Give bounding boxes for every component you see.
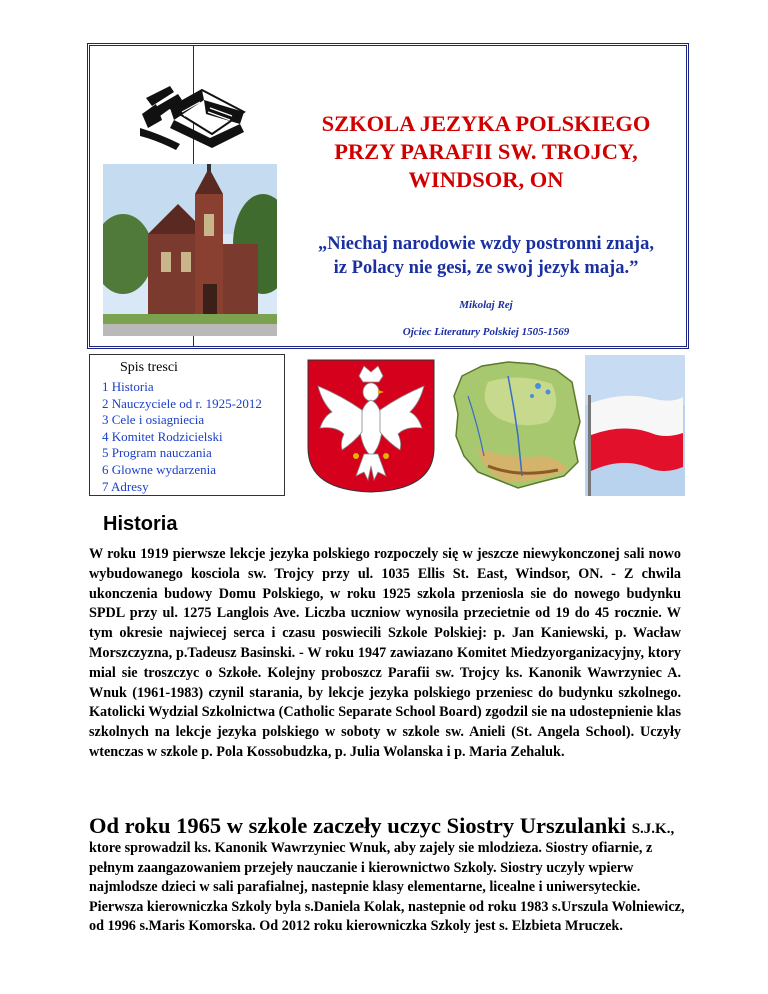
poland-map	[448, 356, 586, 496]
toc-item-cele[interactable]: 3 Cele i osiagniecia	[102, 412, 205, 428]
polish-flag	[585, 355, 685, 496]
toc-item-historia[interactable]: 1 Historia	[102, 379, 154, 394]
quote-author: Mikolaj Rej	[459, 299, 513, 311]
title-line-3: WINDSOR, ON	[408, 167, 564, 192]
quote	[292, 232, 680, 280]
heading-1965-punct: ,	[670, 821, 675, 837]
title-line-2: PRZY PARAFII SW. TROJCY,	[334, 139, 638, 164]
table-of-contents	[89, 354, 285, 496]
quote-line-1: „Niechaj narodowie wzdy postronni znaja,	[318, 234, 654, 254]
heading-1965-text: Od roku 1965 w szkole zaczeły uczyc Siostry Urszulanki	[89, 813, 627, 838]
polish-eagle-emblem	[304, 356, 438, 494]
toc-item-program[interactable]: 5 Program nauczania	[102, 445, 212, 461]
toc-item-adresy[interactable]: 7 Adresy	[102, 478, 149, 494]
heading-1965-suffix: S.J.K.	[631, 821, 671, 837]
quote-author-title: Ojciec Literatury Polskiej 1505-1569	[402, 326, 570, 338]
books-icon	[140, 68, 248, 154]
siostry-paragraph: ktore sprowadzil ks. Kanonik Wawrzyniec Wnuk, aby zajely sie mlodzieza. Siostry ofiarnie, z pełnym zaangazowaniem przejeły nauczanie i kierownictwo Szkoly. Siostry uczyly wpierw najmlodsze dzieci w sali parafialnej, nastepnie klasy elementarne, licealne i uniwersyteckie. Pierwsza kierowniczka Szkoly byla s.Daniela Kolak, nastepnie od roku 1983 s.Urszula Wolniewicz, od 1996 s.Maris Komorska. Od 2012 roku kierowniczka Szkoly jest s. Elzbieta Mruczek.	[89, 840, 685, 935]
church-photo	[103, 164, 277, 336]
historia-paragraph: W roku 1919 pierwsze lekcje jezyka polskiego rozpoczely się w jeszcze niewykonczonej sali nowo wybudowanego kosciola sw. Trojcy przy ul. 1035 Ellis St. East, Windsor, ON. - Z chwila ukonczenia budowy Domu Polskiego, w roku 1925 szkola przeniosla sie do nowego budynku SPDL przy ul. 1275 Langlois Ave. Liczba uczniow wynosila przecietnie od 19 do 45 rocznie. W tym okresie najwiecej serca i czasu poswiecili Szkole Polskiej: p. Jan Kaniewski, p. Wacław Morszczyzna, p.Tadeusz Basinski. - W roku 1947 zawiazano Komitet Miedzyorganizacyjny, ktory mial sie troszczyc o Szkołe. Kolejny proboszcz Parafii sw. Trojcy ks. Kanonik Wawrzyniec A. Wnuk (1961-1983) czynil starania, by lekcje jezyka polskiego przeniesc do budynku szkolnego. Katolicki Wydzial Szkolnictwa (Catholic Separate School Board) zgodzil sie na udostepnienie klas szkolnych na lekcje jezyka polskiego w soboty w szkole sw. Anieli (St. Angela School). Uczyły wtenczas w szkole p. Pola Kossobudzka, p. Julia Wolanska i p. Maria Zehaluk.	[89, 546, 681, 760]
toc-item-komitet[interactable]: 4 Komitet Rodzicielski	[102, 428, 223, 444]
toc-heading: Spis tresci	[120, 360, 178, 375]
toc-item-wydarzenia[interactable]: 6 Glowne wydarzenia	[102, 461, 217, 477]
toc-list	[102, 379, 262, 495]
title-line-1: SZKOLA JEZYKA POLSKIEGO	[321, 111, 651, 136]
toc-item-nauczyciele[interactable]: 2 Nauczyciele od r. 1925-2012	[102, 395, 262, 411]
page-title	[292, 110, 680, 194]
quote-line-2: iz Polacy nie gesi, ze swoj jezyk maja.”	[333, 258, 639, 278]
section-heading-historia: Historia	[103, 513, 178, 535]
